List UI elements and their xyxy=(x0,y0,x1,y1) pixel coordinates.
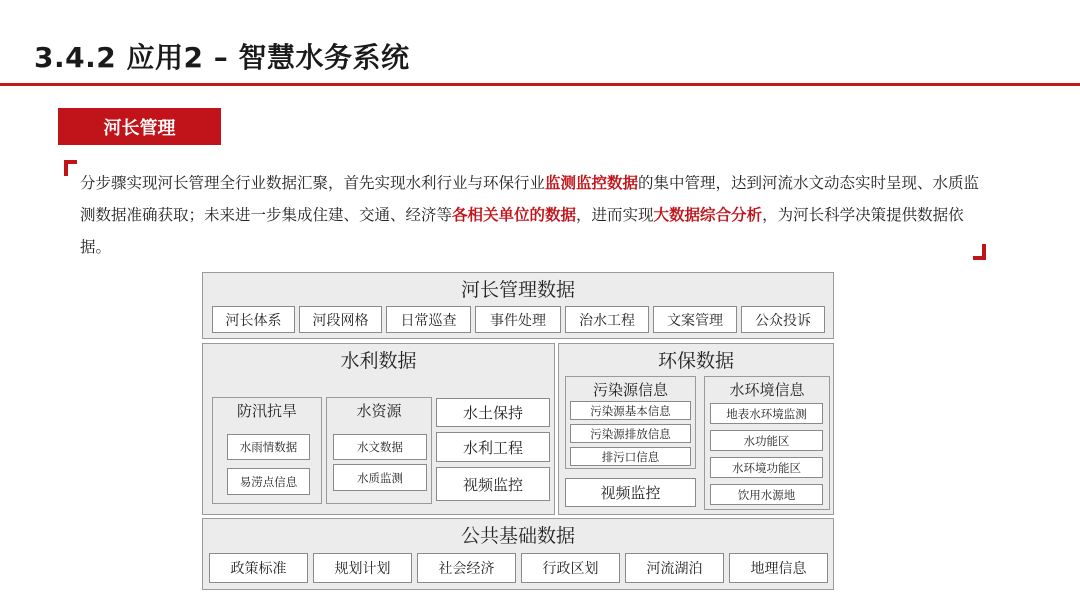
intro-paragraph xyxy=(80,167,990,263)
intro-text-1: 分步骤实现河长管理全行业数据汇聚，首先实现水利行业与环保行业 xyxy=(80,174,546,192)
flood-item: 易涝点信息 xyxy=(227,468,310,495)
water-conservancy-item: 视频监控 xyxy=(436,467,550,501)
intro-text-2: 的集中管理，达到河流水文动态实时呈现、水质监测数据准确获取；未来进一步集成住建、交通、经济等 xyxy=(80,174,980,224)
quote-close-bracket-icon xyxy=(973,244,986,260)
river-chief-item: 日常巡查 xyxy=(386,306,471,333)
pollution-item: 排污口信息 xyxy=(570,447,691,466)
water-env-item: 饮用水源地 xyxy=(710,484,823,505)
river-chief-data-panel xyxy=(202,272,834,339)
water-conservancy-data-title: 水利数据 xyxy=(340,350,417,372)
water-environment-title: 水环境信息 xyxy=(729,381,805,399)
water-conservancy-data-panel xyxy=(202,343,555,515)
water-conservancy-item: 水利工程 xyxy=(436,432,550,462)
river-chief-item: 公众投诉 xyxy=(741,306,825,333)
water-resources-item: 水质监测 xyxy=(333,464,427,491)
public-item: 行政区划 xyxy=(521,553,620,583)
river-chief-item: 河段网格 xyxy=(299,306,382,333)
water-environment-group xyxy=(704,376,830,510)
public-item: 规划计划 xyxy=(313,553,412,583)
public-item: 地理信息 xyxy=(729,553,828,583)
water-resources-group xyxy=(326,397,432,504)
section-tag: 河长管理 xyxy=(58,108,221,145)
water-env-item: 水环境功能区 xyxy=(710,457,823,478)
quote-open-bracket-icon xyxy=(64,160,77,176)
flood-item: 水雨情数据 xyxy=(227,434,310,460)
title-divider xyxy=(0,83,1080,86)
pollution-source-group xyxy=(565,376,696,469)
flood-drought-title: 防汛抗旱 xyxy=(236,402,297,420)
intro-text-4: ，为河长科学决策提供数据依据。 xyxy=(80,206,964,256)
pollution-source-title: 污染源信息 xyxy=(592,381,668,399)
public-item: 政策标准 xyxy=(209,553,308,583)
public-item: 社会经济 xyxy=(417,553,516,583)
pollution-item: 污染源基本信息 xyxy=(570,401,691,420)
water-conservancy-item: 水土保持 xyxy=(436,398,550,427)
public-base-data-title: 公共基础数据 xyxy=(460,525,575,547)
page-title: 3.4.2 应用2 – 智慧水务系统 xyxy=(34,41,410,74)
intro-highlight-1: 监测监控数据 xyxy=(545,174,639,192)
pollution-item: 污染源排放信息 xyxy=(570,424,691,443)
river-chief-data-title: 河长管理数据 xyxy=(460,279,575,301)
river-chief-item: 河长体系 xyxy=(212,306,295,333)
water-resources-item: 水文数据 xyxy=(333,434,427,460)
public-item: 河流湖泊 xyxy=(625,553,724,583)
public-base-data-panel xyxy=(202,518,834,590)
data-architecture-diagram xyxy=(202,272,834,590)
intro-highlight-2: 各相关单位的数据 xyxy=(452,206,577,224)
water-env-item: 水功能区 xyxy=(710,430,823,451)
environmental-data-panel xyxy=(558,343,834,515)
water-env-item: 地表水环境监测 xyxy=(710,403,823,424)
water-resources-title: 水资源 xyxy=(356,402,402,420)
river-chief-item: 治水工程 xyxy=(565,306,649,333)
intro-highlight-3: 大数据综合分析 xyxy=(653,206,763,224)
flood-drought-group xyxy=(212,397,322,504)
env-video-monitoring: 视频监控 xyxy=(565,478,696,507)
river-chief-item: 事件处理 xyxy=(475,306,561,333)
environmental-data-title: 环保数据 xyxy=(657,350,734,372)
river-chief-item: 文案管理 xyxy=(653,306,737,333)
intro-text-3: ，进而实现 xyxy=(576,206,654,224)
